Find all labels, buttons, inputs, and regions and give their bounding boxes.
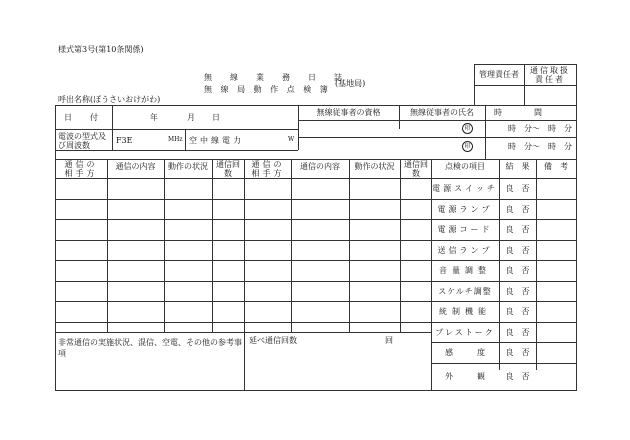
check-item: 電源スイッチ xyxy=(432,184,498,193)
header-partner-1: 通信の相手方 xyxy=(64,160,98,178)
header-remarks: 備 考 xyxy=(544,162,568,171)
wave-value: F3E xyxy=(116,136,133,145)
result-options: 良 否 xyxy=(505,287,530,296)
check-item: 音量調整 xyxy=(439,266,491,275)
mhz-unit: MHz xyxy=(168,136,183,143)
manager-label: 管理責任者 xyxy=(479,70,519,79)
total-comm-unit: 回 xyxy=(385,336,393,345)
header-status-1: 動作の状況 xyxy=(168,162,208,171)
result-options: 良 否 xyxy=(505,348,530,357)
check-item: 電源ランプ xyxy=(437,205,493,214)
check-item: 感 度 xyxy=(445,348,485,357)
w-unit: W xyxy=(288,136,295,143)
power-label: 空中線電力 xyxy=(189,136,244,145)
result-options: 良 否 xyxy=(505,266,530,275)
check-item: スケルチ調整 xyxy=(438,287,492,296)
qualification-label: 無線従事者の資格 xyxy=(316,108,381,117)
check-item: 送信ランプ xyxy=(437,246,493,255)
form-number: 様式第3号(第10条関係) xyxy=(58,45,144,54)
result-options: 良 否 xyxy=(505,307,530,316)
seal-2: 印 xyxy=(462,141,473,152)
title-suffix: (基地局) xyxy=(335,79,366,88)
check-item: 外 観 xyxy=(445,372,485,381)
result-options: 良 否 xyxy=(505,205,530,214)
header-status-2: 動作の状況 xyxy=(354,162,395,171)
result-options: 良 否 xyxy=(505,225,530,234)
emergency-label: 非常通信の実施状況、混信、空電、その他の参考事項 xyxy=(58,338,242,358)
check-item: プレストーク xyxy=(435,328,495,337)
header-result: 結 果 xyxy=(505,162,530,171)
header-partner-2: 通信の相手方 xyxy=(251,160,285,178)
time-range-2: 時 分～ 時 分 xyxy=(508,142,572,151)
wave-label: 電波の型式及び周波数 xyxy=(58,132,106,150)
date-year: 年 xyxy=(150,113,158,122)
date-month: 月 xyxy=(187,113,195,122)
operator-name-label: 無線従事者の氏名 xyxy=(410,108,474,117)
time-range-1: 時 分～ 時 分 xyxy=(508,124,572,133)
time-label: 時 間 xyxy=(494,108,542,117)
check-item: 統制機能 xyxy=(439,307,491,316)
result-options: 良 否 xyxy=(505,328,530,337)
seal-1: 印 xyxy=(462,123,473,134)
result-options: 良 否 xyxy=(505,246,530,255)
header-content-1: 通信の内容 xyxy=(115,162,156,171)
header-content-2: 通信の内容 xyxy=(300,162,340,171)
date-day: 日 xyxy=(212,113,220,122)
header-count-2: 通信回数 xyxy=(404,160,428,178)
check-item: 電源コード xyxy=(437,225,493,234)
title-line-1: 無 線 業 務 日 誌 xyxy=(204,73,347,82)
result-options: 良 否 xyxy=(505,372,530,381)
date-label: 日 付 xyxy=(64,113,103,122)
header-item: 点検の項目 xyxy=(445,162,485,171)
header-count-1: 通信回数 xyxy=(216,160,240,178)
total-comm-label: 延べ通信回数 xyxy=(249,336,297,345)
title-line-2: 無 線 局 動 作 点 検 簿 xyxy=(204,85,331,94)
callsign-label: 呼出名称(ぼうさいおけがわ) xyxy=(58,95,161,104)
result-options: 良 否 xyxy=(505,184,530,193)
comm-manager-label: 通信取扱責任者 xyxy=(530,66,570,84)
